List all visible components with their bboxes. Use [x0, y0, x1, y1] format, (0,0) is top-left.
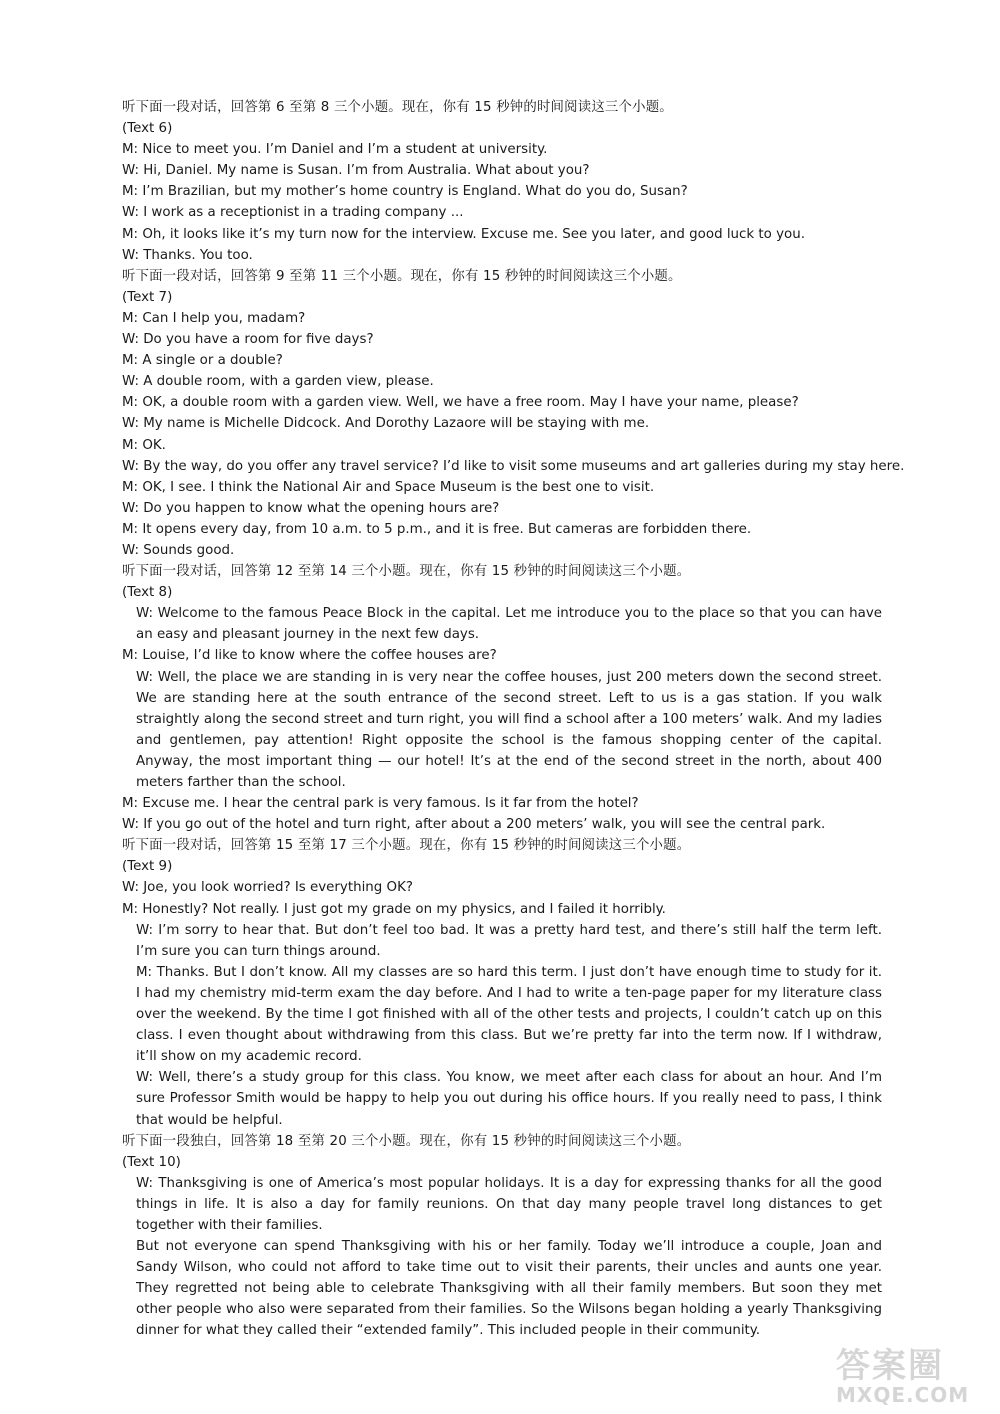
text-label: (Text 7) [122, 289, 173, 305]
turn-text: W: Thanksgiving is one of America’s most popular holidays. It is a day for expressing thanks for all the good things in life. It is also a day for family reunions. On that day many people travel long distances to get together with their families. [136, 1175, 882, 1233]
dialogue-turn [122, 603, 882, 645]
turn-text: M: Nice to meet you. I’m Daniel and I’m a student at university. [122, 142, 548, 158]
dialogue-turn [122, 456, 905, 477]
watermark-logo: 答案圈 [836, 1346, 944, 1386]
dialogue-turn [122, 139, 882, 160]
dialogue-turn [122, 350, 882, 371]
document-body [122, 97, 905, 1342]
dialogue-turn [122, 962, 882, 1067]
section-instruction: 听下面一段对话，回答第 6 至第 8 三个小题。现在，你有 15 秒钟的时间阅读这三个小题。 [122, 100, 673, 115]
text-label: (Text 8) [122, 585, 173, 601]
dialogue-turn [122, 920, 882, 962]
turn-text: M: OK, a double room with a garden view. Well, we have a free room. May I have your name, please? [122, 395, 799, 411]
section-instruction: 听下面一段对话，回答第 9 至第 11 三个小题。现在，你有 15 秒钟的时间阅读这三个小题。 [122, 268, 682, 284]
watermark-stamp [836, 1348, 986, 1408]
dialogue-turn [122, 1173, 882, 1342]
dialogue-turn [122, 667, 882, 794]
turn-text: W: Well, the place we are standing in is very near the coffee houses, just 200 meters down the second street. We are standing here at the south entrance of the second street. Left to us is a gas station. If you walk straightly along the second street and turn right, you will find a school after a 100 meters’ walk. And my ladies and gentlemen, pay attention! Right opposite the school is the famous shopping center of the capital. Anyway, the most important thing — our hotel! It’s at the end of the second street in the north, about 400 meters farther than the school. [136, 669, 882, 790]
dialogue-turn [122, 224, 882, 245]
dialogue-turn [122, 435, 882, 456]
turn-text: W: I’m sorry to hear that. But don’t feel too bad. It was a pretty hard test, and there’s still half the term left. I’m sure you can turn things around. [136, 922, 882, 959]
text-label: (Text 6) [122, 121, 173, 137]
turn-text: M: Oh, it looks like it’s my turn now for the interview. Excuse me. See you later, and good luck to you. [122, 226, 805, 242]
dialogue-turn [122, 540, 882, 561]
turn-text: W: Hi, Daniel. My name is Susan. I’m from Australia. What about you? [122, 163, 590, 179]
turn-text: W: My name is Michelle Didcock. And Dorothy Lazaore will be staying with me. [122, 416, 650, 432]
dialogue-turn [122, 645, 882, 666]
listening-section [122, 1131, 882, 1342]
turn-text: M: I’m Brazilian, but my mother’s home country is England. What do you do, Susan? [122, 184, 688, 200]
dialogue-turn [122, 392, 882, 413]
turn-text: W: By the way, do you offer any travel service? I’d like to visit some museums and art galleries during my stay here. [122, 458, 905, 474]
dialogue-turn [122, 814, 882, 835]
turn-text: M: Honestly? Not really. I just got my grade on my physics, and I failed it horribly. [122, 901, 666, 917]
watermark-site: MXQE.COM [836, 1383, 970, 1407]
text-label: (Text 9) [122, 859, 173, 875]
turn-text: M: Louise, I’d like to know where the coffee houses are? [122, 648, 497, 664]
dialogue-turn [122, 371, 882, 392]
listening-section [122, 835, 882, 1130]
turn-text: W: Joe, you look worried? Is everything OK? [122, 880, 413, 896]
dialogue-turn [122, 160, 882, 181]
dialogue-turn [122, 245, 882, 266]
turn-text: W: I work as a receptionist in a trading company ... [122, 205, 464, 221]
turn-text: M: Can I help you, madam? [122, 310, 306, 326]
turn-text: W: If you go out of the hotel and turn right, after about a 200 meters’ walk, you will see the central park. [122, 817, 826, 833]
section-instruction: 听下面一段独白，回答第 18 至第 20 三个小题。现在，你有 15 秒钟的时间阅读这三个小题。 [122, 1133, 691, 1149]
turn-text: W: Do you happen to know what the opening hours are? [122, 500, 500, 516]
turn-text: W: Welcome to the famous Peace Block in the capital. Let me introduce you to the place so that you can have an easy and pleasant journey in the next few days. [136, 606, 882, 643]
turn-text: M: It opens every day, from 10 a.m. to 5 p.m., and it is free. But cameras are forbidden there. [122, 521, 752, 537]
turn-text: M: A single or a double? [122, 353, 283, 369]
listening-section [122, 97, 882, 266]
dialogue-turn [122, 329, 882, 350]
turn-text: W: Well, there’s a study group for this class. You know, we meet after each class for about an hour. And I’m sure Professor Smith would be happy to help you out during his office hours. If you really need to pass, I think that would be helpful. [136, 1070, 882, 1128]
dialogue-turn [122, 202, 882, 223]
dialogue-turn [122, 413, 882, 434]
turn-text: W: A double room, with a garden view, please. [122, 374, 434, 390]
listening-section [122, 266, 905, 561]
dialogue-turn [122, 308, 882, 329]
dialogue-turn [122, 519, 882, 540]
turn-text: M: OK, I see. I think the National Air and Space Museum is the best one to visit. [122, 479, 655, 495]
section-instruction: 听下面一段对话，回答第 15 至第 17 三个小题。现在，你有 15 秒钟的时间阅读这三个小题。 [122, 838, 691, 854]
text-label: (Text 10) [122, 1154, 181, 1170]
dialogue-turn [122, 793, 882, 814]
turn-text: W: Sounds good. [122, 542, 235, 558]
turn-text: M: OK. [122, 437, 166, 453]
turn-text: M: Thanks. But I don’t know. All my classes are so hard this term. I just don’t have enough time to study for it. I had my chemistry mid-term exam the day before. And I had to write a ten-page paper for my literature class over the weekend. By the time I got finished with all of the other tests and projects, I couldn’t catch up on this class. I even thought about withdrawing from this class. But we’re pretty far into the term now. If I withdraw, it’ll show on my academic record. [136, 964, 882, 1065]
dialogue-turn [122, 181, 882, 202]
turn-text: W: Do you have a room for five days? [122, 332, 374, 348]
dialogue-turn [122, 1067, 882, 1130]
turn-text: But not everyone can spend Thanksgiving with his or her family. Today we’ll introduce a couple, Joan and Sandy Wilson, who could not afford to take time out to visit their parents, their uncles and aunts one year. They regretted not being able to celebrate Thanksgiving with all their family members. But soon they met other people who also were separated from their families. So the Wilsons began holding a yearly Thanksgiving dinner for what they called their “extended family”. This included people in their community. [136, 1239, 882, 1339]
dialogue-turn [122, 498, 882, 519]
section-instruction: 听下面一段对话，回答第 12 至第 14 三个小题。现在，你有 15 秒钟的时间阅读这三个小题。 [122, 564, 691, 580]
dialogue-turn [122, 899, 882, 920]
listening-section [122, 561, 882, 835]
dialogue-turn [122, 477, 882, 498]
turn-text: W: Thanks. You too. [122, 247, 253, 263]
dialogue-turn [122, 877, 882, 898]
turn-text: M: Excuse me. I hear the central park is very famous. Is it far from the hotel? [122, 796, 639, 812]
